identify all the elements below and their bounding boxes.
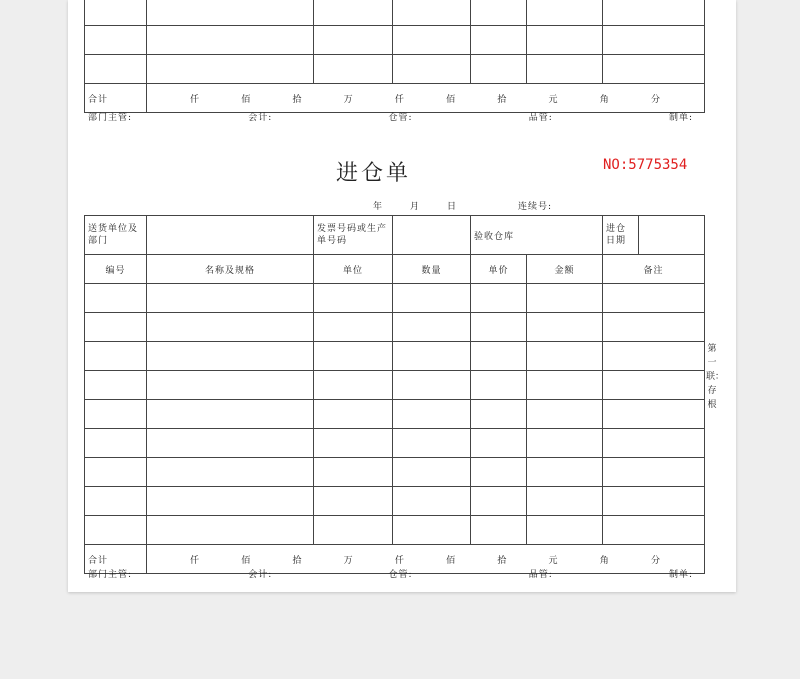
table-row [85, 371, 705, 400]
footer-accountant: 会计: [248, 113, 273, 123]
amount-unit: 佰 [241, 94, 252, 105]
footer-prepared-by: 制单: [668, 570, 693, 580]
amount-unit: 元 [548, 94, 559, 105]
amount-unit: 仟 [394, 94, 405, 105]
table-row [85, 55, 705, 84]
entry-date-label: 进仓日期 [603, 216, 639, 255]
amount-unit: 佰 [446, 94, 457, 105]
table-row [85, 284, 705, 313]
table-row [85, 400, 705, 429]
col-unit-price: 单价 [471, 255, 527, 284]
continue-number: 连续号: [518, 202, 553, 212]
top-form-table [84, 0, 705, 113]
amount-unit: 拾 [497, 555, 508, 566]
sum-row [85, 84, 705, 113]
footer-prepared-by: 制单: [668, 113, 693, 123]
warehouse-label: 验收仓库 [471, 216, 603, 255]
amount-unit: 拾 [292, 94, 303, 105]
sum-label: 合计 [85, 545, 147, 574]
amount-unit: 仟 [394, 555, 405, 566]
amount-unit: 角 [599, 555, 610, 566]
table-row [85, 313, 705, 342]
order-no-label: 发票号码或生产单号码 [314, 216, 393, 255]
footer-accountant: 会计: [248, 570, 273, 580]
amount-unit: 佰 [446, 555, 457, 566]
date-month: 月 [410, 202, 421, 212]
order-no-value [393, 216, 471, 255]
col-quantity: 数量 [393, 255, 471, 284]
col-remarks: 备注 [603, 255, 705, 284]
amount-unit: 角 [599, 94, 610, 105]
form-title: 进仓单 [336, 161, 412, 186]
col-name-spec: 名称及规格 [147, 255, 314, 284]
table-row [85, 458, 705, 487]
amount-unit: 分 [650, 555, 661, 566]
amount-unit: 分 [650, 94, 661, 105]
header-row [85, 216, 705, 255]
amount-unit: 万 [343, 555, 354, 566]
amount-units [147, 84, 705, 113]
date-day: 日 [447, 202, 458, 212]
bottom-footer [88, 567, 693, 580]
column-header-row [85, 255, 705, 284]
table-row [85, 516, 705, 545]
table-row [85, 0, 705, 26]
table-row [85, 26, 705, 55]
top-footer [88, 110, 693, 123]
serial-number: NO:5775354 [603, 157, 688, 173]
col-code: 编号 [85, 255, 147, 284]
amount-unit: 拾 [292, 555, 303, 566]
footer-dept-manager: 部门主管: [88, 570, 133, 580]
amount-unit: 万 [343, 94, 354, 105]
col-unit: 单位 [314, 255, 393, 284]
footer-dept-manager: 部门主管: [88, 113, 133, 123]
amount-unit: 仟 [190, 94, 201, 105]
supplier-label: 送货单位及部门 [85, 216, 147, 255]
amount-unit: 拾 [497, 94, 508, 105]
footer-quality: 品管: [528, 113, 553, 123]
amount-unit: 佰 [241, 555, 252, 566]
sum-label: 合计 [85, 84, 147, 113]
footer-quality: 品管: [528, 570, 553, 580]
bottom-form-table [84, 215, 705, 574]
footer-warehouse-keeper: 仓管: [388, 113, 413, 123]
copy-note: 第一联：存根 [706, 344, 725, 410]
entry-date-value [639, 216, 705, 255]
amount-unit: 仟 [190, 555, 201, 566]
col-amount: 金额 [527, 255, 603, 284]
table-row [85, 342, 705, 371]
footer-warehouse-keeper: 仓管: [388, 570, 413, 580]
table-row [85, 429, 705, 458]
table-row [85, 487, 705, 516]
amount-unit: 元 [548, 555, 559, 566]
supplier-value [147, 216, 314, 255]
date-year: 年 [373, 202, 384, 212]
